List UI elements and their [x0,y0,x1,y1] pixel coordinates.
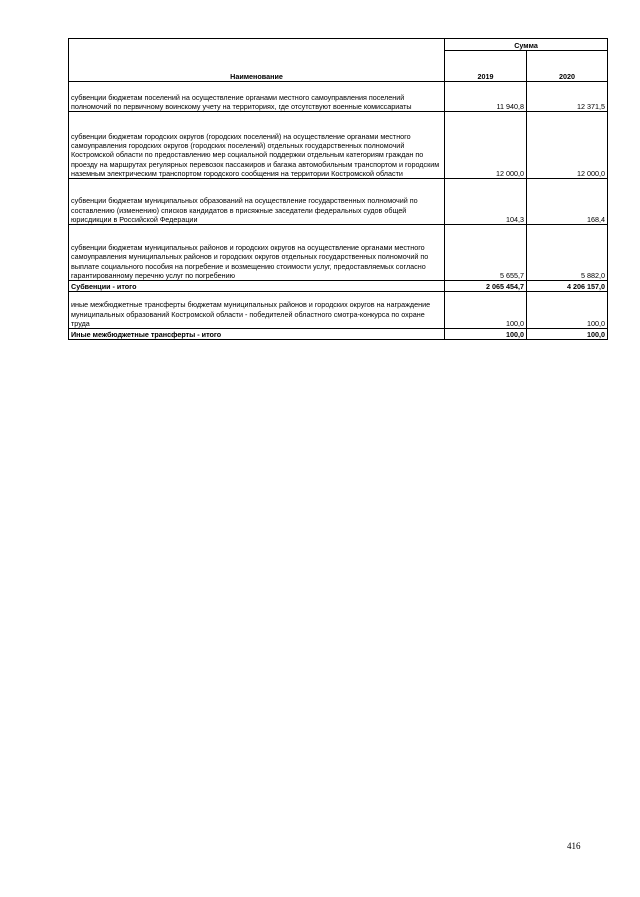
row-value-2019: 11 940,8 [445,82,527,112]
column-header-2020: 2020 [527,51,608,82]
row-value-2020: 5 882,0 [527,225,608,281]
row-value-2020: 12 371,5 [527,82,608,112]
table-row [69,112,608,179]
row-value-2019: 2 065 454,7 [445,281,527,292]
table-row [69,292,608,329]
budget-table [68,38,608,340]
row-value-2019: 12 000,0 [445,112,527,179]
row-name: субвенции бюджетам поселений на осуществление органами местного самоуправления поселений полномочий по первичному воинскому учету на территориях, где отсутствуют военные комиссариаты [69,82,445,112]
row-value-2019: 104,3 [445,179,527,225]
row-value-2019: 100,0 [445,329,527,340]
row-name: субвенции бюджетам городских округов (городских поселений) на осуществление органами местного самоуправления городских округов (городских поселений) отдельных государственных полномочий Костромской области по предоставлению мер социальной поддержки отдельным категориям граждан по проезду на маршрутах регулярных перевозок пассажиров и багажа автомобильным транспортом и городским наземным электрическим транспортом городского сообщения на территории Костромской области [69,112,445,179]
row-value-2020: 12 000,0 [527,112,608,179]
row-value-2020: 100,0 [527,292,608,329]
transfers-total-row [69,329,608,340]
row-value-2019: 5 655,7 [445,225,527,281]
row-name: Субвенции - итого [69,281,445,292]
row-name: иные межбюджетные трансферты бюджетам муниципальных районов и городских округов на награждение муниципальных образований Костромской области - победителей областного смотра-конкурса по охране труда [69,292,445,329]
table-row [69,82,608,112]
row-value-2020: 168,4 [527,179,608,225]
row-value-2019: 100,0 [445,292,527,329]
row-value-2020: 100,0 [527,329,608,340]
row-name: Иные межбюджетные трансферты - итого [69,329,445,340]
table-row [69,225,608,281]
row-name: субвенции бюджетам муниципальных районов и городских округов на осуществление органами местного самоуправления муниципальных районов и городских округов отдельных государственных полномочий по выплате социального пособия на погребение и возмещению стоимости услуг, предоставляемых согласно гарантированному перечню услуг по погребению [69,225,445,281]
subventions-total-row [69,281,608,292]
column-header-2019: 2019 [445,51,527,82]
table-row [69,179,608,225]
row-name: субвенции бюджетам муниципальных образований на осуществление государственных полномочий по составлению (изменению) списков кандидатов в присяжные заседатели федеральных судов общей юрисдикции в Российской Федерации [69,179,445,225]
column-header-sum: Сумма [445,39,608,51]
column-header-name: Наименование [69,39,445,82]
row-value-2020: 4 206 157,0 [527,281,608,292]
page-number: 416 [567,841,581,851]
